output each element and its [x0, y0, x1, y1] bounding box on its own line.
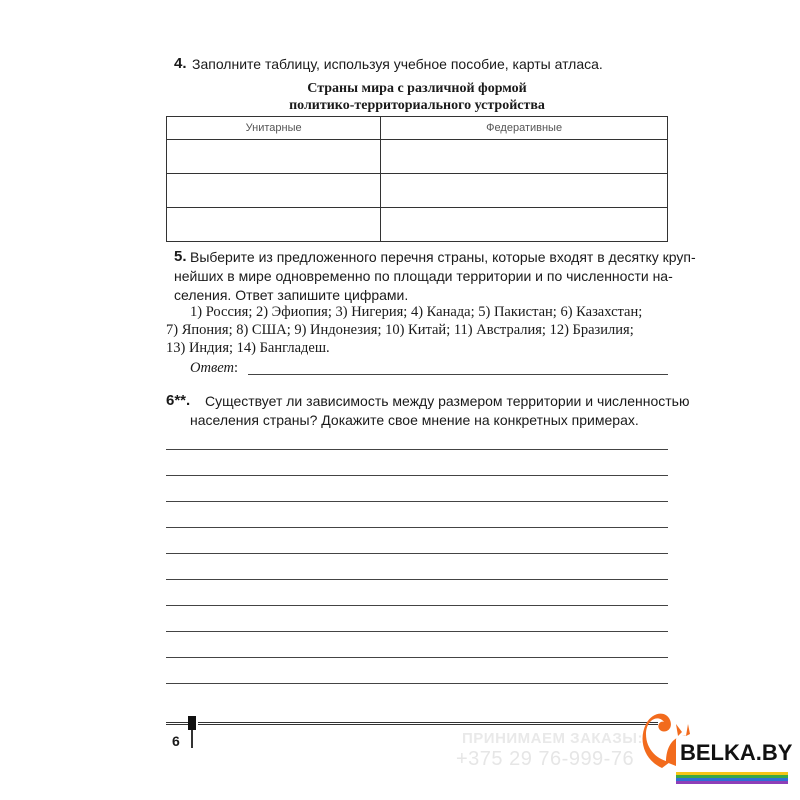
logo-stripe-purple [676, 781, 788, 784]
state-structure-table [166, 116, 668, 242]
footer-vertical-bar [191, 730, 193, 748]
table-row [167, 140, 668, 174]
answer-label-colon: : [233, 360, 238, 376]
column-header-unitary: Унитарные [167, 117, 381, 140]
table-cell-federal[interactable] [381, 208, 668, 242]
task-5-number: 5. [174, 248, 187, 265]
task-5-text-line-3: селения. Ответ запишите цифрами. [174, 287, 409, 303]
column-header-federal: Федеративные [381, 117, 668, 140]
writing-line[interactable] [166, 579, 668, 580]
answer-line[interactable] [248, 374, 668, 375]
logo-text: BELKA.BY [680, 740, 793, 765]
table-cell-federal[interactable] [381, 174, 668, 208]
footer-marker [188, 716, 196, 730]
task-6-text-line-2: населения страны? Докажите свое мнение на конкретных примерах. [190, 412, 639, 428]
watermark-phone-text: +375 29 76-999-76 [456, 748, 635, 770]
task-4-text: Заполните таблицу, используя учебное пособие, карты атласа. [192, 56, 603, 72]
table-cell-unitary[interactable] [167, 140, 381, 174]
table-cell-federal[interactable] [381, 140, 668, 174]
writing-line[interactable] [166, 657, 668, 658]
answer-label-word: Ответ [190, 360, 234, 376]
task-5-text-line-2: нейших в мире одновременно по площади территории и по численности на- [174, 268, 673, 284]
countries-list-line-1: 1) Россия; 2) Эфиопия; 3) Нигерия; 4) Канада; 5) Пакистан; 6) Казахстан; [190, 304, 643, 320]
task-6-number: 6**. [166, 392, 191, 409]
writing-line[interactable] [166, 553, 668, 554]
writing-line[interactable] [166, 605, 668, 606]
table-caption-line-2: политико-территориального устройства [289, 98, 545, 113]
watermark-orders-text: ПРИНИМАЕМ ЗАКАЗЫ: [462, 730, 643, 747]
task-6-text-line-1: Существует ли зависимость между размером территории и численностью [205, 393, 690, 409]
footer-rule-right [198, 722, 658, 725]
table-row [167, 208, 668, 242]
table-cell-unitary[interactable] [167, 208, 381, 242]
writing-line[interactable] [166, 501, 668, 502]
answer-label [190, 360, 238, 377]
countries-list-line-2: 7) Япония; 8) США; 9) Индонезия; 10) Китай; 11) Австралия; 12) Бразилия; [166, 322, 634, 338]
task-4-number: 4. [174, 55, 187, 72]
table-caption-line-1: Страны мира с различной формой [307, 81, 527, 96]
task-5-text-line-1: Выберите из предложенного перечня страны, которые входят в десятку круп- [190, 249, 696, 265]
table-cell-unitary[interactable] [167, 174, 381, 208]
countries-list-line-3: 13) Индия; 14) Бангладеш. [166, 340, 330, 356]
writing-line[interactable] [166, 631, 668, 632]
page-number: 6 [172, 733, 180, 749]
writing-line[interactable] [166, 683, 668, 684]
writing-line[interactable] [166, 475, 668, 476]
footer-rule-left [166, 722, 190, 725]
writing-line[interactable] [166, 527, 668, 528]
writing-line[interactable] [166, 449, 668, 450]
table-row [167, 174, 668, 208]
